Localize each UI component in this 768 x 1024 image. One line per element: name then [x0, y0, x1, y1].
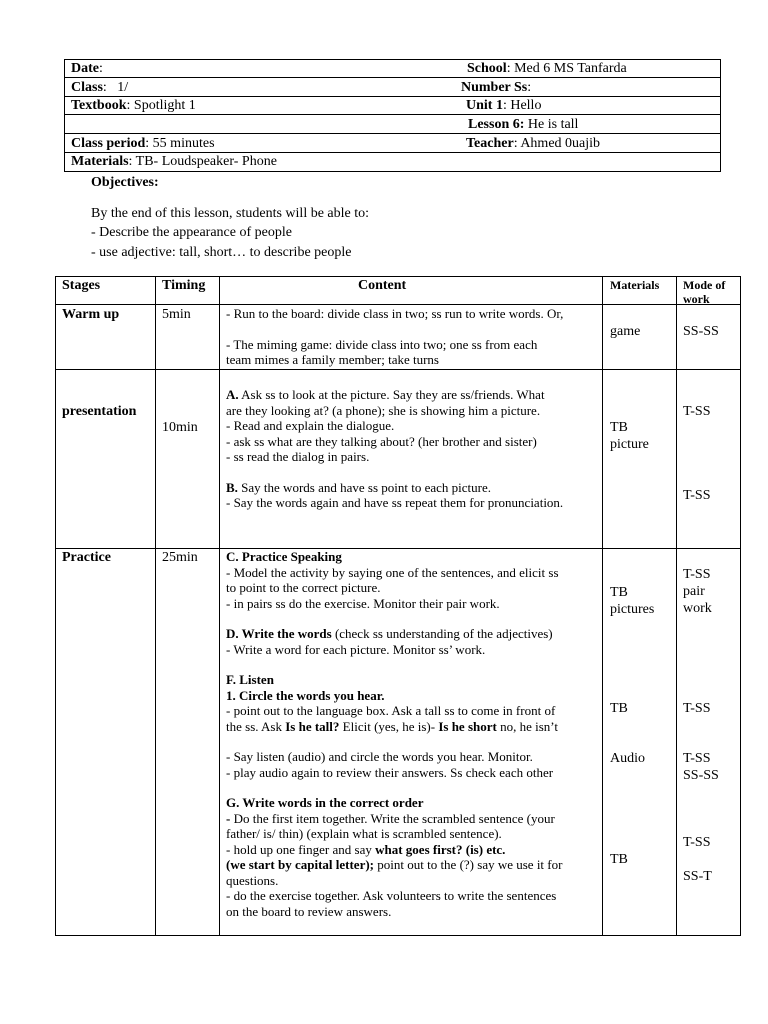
- material-item: pictures: [610, 602, 655, 617]
- material-item: TB: [610, 585, 628, 600]
- header-timing: Timing: [162, 278, 206, 293]
- mode-item: pair: [683, 584, 705, 599]
- content-line: - in pairs ss do the exercise. Monitor their pair work.: [226, 595, 500, 611]
- step-text: the ss. Ask: [226, 718, 286, 734]
- content-line: - Model the activity by saying one of the sentences, and elicit ss: [226, 564, 559, 580]
- material-item: TB: [610, 420, 628, 435]
- content-presentation: [226, 387, 563, 511]
- materials-practice-audio: Audio: [610, 751, 645, 766]
- class-value: : 1/: [102, 80, 129, 95]
- school-label: School: [467, 61, 507, 76]
- step-text: -: [226, 810, 231, 826]
- step-label: B.: [226, 479, 238, 495]
- step-label: A.: [226, 387, 239, 402]
- content-line: - Write a word for each picture. Monitor ss’ work.: [226, 641, 486, 657]
- material-item: picture: [610, 437, 649, 452]
- mode-practice-audio: [683, 750, 719, 784]
- content-line: - Say the words again and have ss repeat them for pronunciation.: [226, 495, 564, 510]
- unit-label: Unit 1: [466, 98, 503, 113]
- materials-warmup: game: [610, 324, 641, 339]
- mode-presentation-a: T-SS: [683, 404, 711, 419]
- school-value: : Med 6 MS Tanfarda: [506, 61, 627, 76]
- info-row-materials: [65, 153, 720, 171]
- column-divider: [155, 277, 156, 935]
- mode-item: T-SS: [683, 751, 711, 766]
- period-label: Class period: [71, 136, 146, 151]
- content-line: - play audio again to review their answers. Ss check each other: [226, 764, 554, 780]
- lesson-plan-table: [55, 276, 741, 936]
- textbook-label: Textbook: [71, 98, 127, 113]
- lesson-info-table: [64, 59, 721, 172]
- objectives-intro: By the end of this lesson, students will be able to:: [91, 206, 370, 221]
- header-mode-line: Mode of: [683, 278, 726, 292]
- date-label: Date: [71, 61, 99, 76]
- content-line: - The miming game: divide class into two; one ss from each: [226, 336, 538, 352]
- stage-practice: Practice: [62, 550, 111, 565]
- mode-warmup: SS-SS: [683, 324, 719, 339]
- content-warmup: [226, 306, 563, 368]
- content-line: [226, 387, 563, 403]
- objective-item: - use adjective: tall, short… to describe people: [91, 245, 352, 260]
- column-divider: [676, 277, 677, 935]
- number-value: :: [527, 80, 532, 95]
- step-text: Elicit (yes, he is)-: [339, 718, 439, 734]
- period-value: : 55 minutes: [145, 136, 215, 151]
- content-line: - Read and explain the dialogue.: [226, 418, 395, 433]
- content-heading: 1. Circle the words you hear.: [226, 687, 385, 703]
- step-text: (check ss understanding of the adjectives): [331, 626, 553, 641]
- teacher-label: Teacher: [466, 136, 514, 151]
- step-text: Is he tall?: [285, 718, 340, 734]
- mode-item: T-SS: [683, 567, 711, 582]
- objective-item: - Describe the appearance of people: [91, 225, 292, 240]
- step-text: no, he isn’t: [496, 718, 558, 734]
- content-line: - Say listen (audio) and circle the words you hear. Monitor.: [226, 749, 533, 764]
- stage-warmup: Warm up: [62, 307, 120, 322]
- content-line: team mimes a family member; take turns: [226, 352, 439, 367]
- materials-practice-f: TB: [610, 701, 628, 716]
- info-row-date: [65, 60, 720, 78]
- header-content: Content: [358, 278, 407, 293]
- content-line: [226, 480, 563, 496]
- step-text: point out to the (?) say we use it for: [374, 857, 563, 872]
- content-practice: [226, 549, 562, 919]
- column-divider: [219, 277, 220, 935]
- step-text: Do the first item together. Write the scrambled sentence (your: [230, 810, 555, 826]
- content-line: [226, 857, 562, 873]
- step-text: Say the words and have ss point to each picture.: [237, 479, 491, 495]
- header-mode-line: work: [683, 292, 710, 306]
- class-label: Class: [71, 80, 103, 95]
- materials-practice-c: [610, 584, 654, 618]
- header-stages: Stages: [62, 278, 101, 293]
- column-divider: [602, 277, 603, 935]
- content-line: - point out to the language box. Ask a tall ss to come in front of: [226, 703, 556, 718]
- info-row-period: [65, 135, 720, 153]
- number-label: Number Ss: [461, 80, 528, 95]
- step-text: - hold up one finger and say: [226, 841, 376, 857]
- lesson-value: He is tall: [524, 117, 579, 132]
- date-value: :: [99, 61, 103, 76]
- timing-practice: 25min: [162, 550, 198, 565]
- materials-label: Materials: [71, 154, 129, 169]
- teacher-value: : Ahmed 0uajib: [513, 136, 601, 151]
- step-text: Ask ss to look at the picture. Say they are ss/friends. What: [238, 387, 545, 402]
- header-materials: Materials: [610, 278, 660, 292]
- content-line: [226, 842, 562, 858]
- content-line: - ss read the dialog in pairs.: [226, 449, 370, 464]
- timing-presentation: 10min: [162, 420, 198, 435]
- lesson-label: Lesson 6:: [468, 117, 525, 132]
- stage-presentation: presentation: [62, 404, 137, 419]
- content-line: father/ is/ thin) (explain what is scrambled sentence).: [226, 826, 502, 841]
- content-line: - ask ss what are they talking about? (her brother and sister): [226, 433, 537, 449]
- mode-practice-c: [683, 566, 712, 617]
- objectives-title: Objectives:: [91, 175, 159, 190]
- content-line: are they looking at? (a phone); she is showing him a picture.: [226, 402, 541, 418]
- info-row-lesson: [65, 116, 720, 134]
- content-line: to point to the correct picture.: [226, 580, 381, 595]
- header-mode: [683, 278, 725, 306]
- content-heading: C. Practice Speaking: [226, 549, 342, 564]
- content-heading: G. Write words in the correct order: [226, 795, 424, 810]
- mode-item: SS-SS: [683, 768, 719, 783]
- timing-warmup: 5min: [162, 307, 191, 322]
- mode-practice-f: T-SS: [683, 701, 711, 716]
- row-divider: [56, 304, 740, 305]
- mode-practice-g1: T-SS: [683, 835, 711, 850]
- content-heading: D. Write the words: [226, 626, 332, 641]
- unit-value: : Hello: [502, 98, 542, 113]
- content-line: - do the exercise together. Ask volunteers to write the sentences: [226, 888, 557, 903]
- content-line: on the board to review answers.: [226, 903, 392, 919]
- content-line: [226, 811, 562, 827]
- content-line: - Run to the board: divide class in two; ss run to write words. Or,: [226, 306, 564, 321]
- step-text: (we start by capital letter);: [226, 857, 374, 872]
- materials-value: : TB- Loudspeaker- Phone: [128, 154, 277, 169]
- step-text: Is he short: [438, 718, 497, 734]
- step-text: what goes first? (is) etc.: [375, 841, 506, 857]
- mode-practice-g2: SS-T: [683, 869, 712, 884]
- materials-presentation: [610, 419, 649, 453]
- content-line: questions.: [226, 872, 279, 888]
- info-row-class: [65, 79, 720, 97]
- content-line: [226, 719, 562, 735]
- content-line: [226, 626, 562, 642]
- materials-practice-g: TB: [610, 852, 628, 867]
- info-row-textbook: [65, 97, 720, 115]
- content-heading: F. Listen: [226, 672, 274, 687]
- mode-presentation-b: T-SS: [683, 488, 711, 503]
- row-divider: [56, 369, 740, 370]
- textbook-value: : Spotlight 1: [126, 98, 196, 113]
- mode-item: work: [683, 601, 712, 616]
